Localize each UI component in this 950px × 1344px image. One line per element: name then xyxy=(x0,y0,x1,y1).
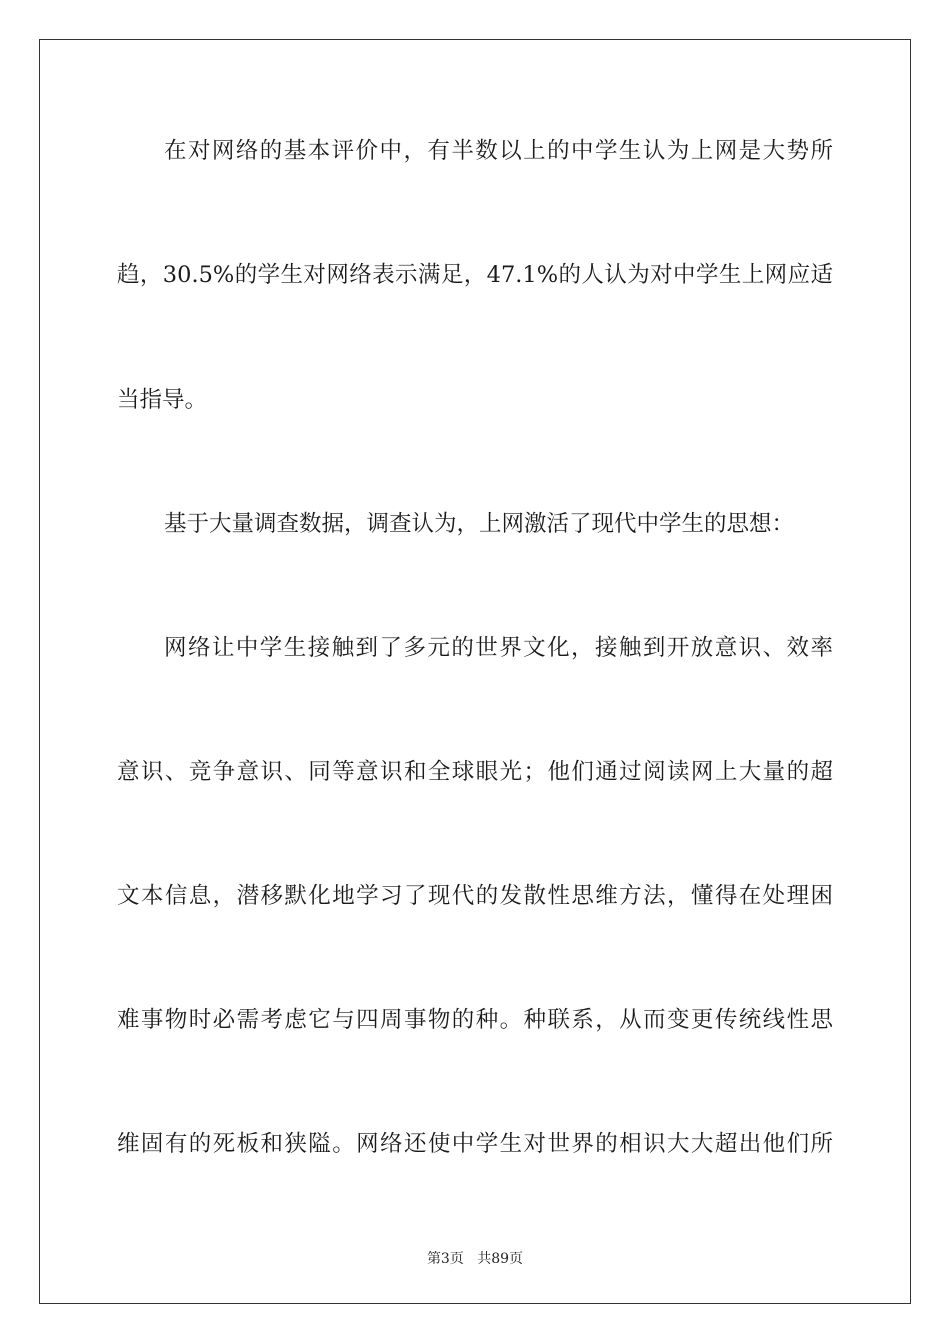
page-border xyxy=(39,39,911,1304)
paragraph-line: 在对网络的基本评价中，有半数以上的中学生认为上网是大势所 xyxy=(164,138,833,164)
paragraph-line: 基于大量调查数据，调查认为，上网激活了现代中学生的思想： xyxy=(164,511,795,537)
paragraph-line: 网络让中学生接触到了多元的世界文化，接触到开放意识、效率 xyxy=(164,635,833,661)
paragraph-line: 难事物时必需考虑它与四周事物的种。种联系，从而变更传统线性思 xyxy=(117,1007,833,1033)
paragraph-line: 趋，30.5%的学生对网络表示满足，47.1%的人认为对中学生上网应适 xyxy=(117,262,833,288)
paragraph-line: 意识、竞争意识、同等意识和全球眼光；他们通过阅读网上大量的超 xyxy=(117,759,833,785)
page-footer xyxy=(0,1248,950,1268)
paragraph-line: 当指导。 xyxy=(117,387,208,413)
page-total: 共89页 xyxy=(477,1251,524,1267)
page-number: 第3页 xyxy=(426,1251,464,1267)
paragraph-line: 维固有的死板和狭隘。网络还使中学生对世界的相识大大超出他们所 xyxy=(117,1131,833,1157)
paragraph-line: 文本信息，潜移默化地学习了现代的发散性思维方法，懂得在处理困 xyxy=(117,883,833,909)
